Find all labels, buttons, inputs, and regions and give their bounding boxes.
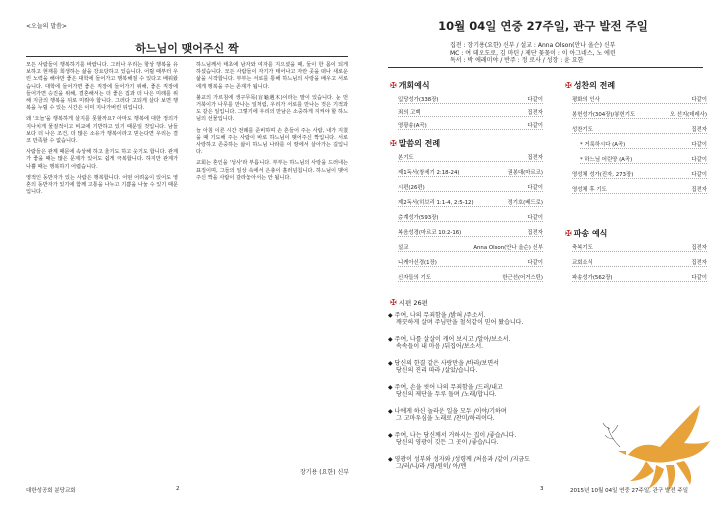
verse-response-line: 그 고마우심을 노래로 /찬미/하리이다. bbox=[396, 415, 495, 422]
order-item-leader: 다같이 bbox=[527, 123, 543, 129]
order-row bbox=[572, 110, 707, 119]
divider bbox=[388, 67, 703, 68]
order-item-leader: 다같이 bbox=[691, 97, 707, 103]
service-meta bbox=[450, 42, 616, 65]
order-item-label: 봉헌성가(304장)/봉헌기도 bbox=[572, 112, 636, 118]
page-number: 3 bbox=[540, 486, 544, 492]
right-page bbox=[360, 0, 720, 508]
verse-response-line: 속속들이 내 마음 /뒤집어/보소서. bbox=[396, 343, 484, 350]
verse-response-line: 당신의 영광이 깃든 그 곳이 /좋습/니다. bbox=[396, 439, 499, 446]
order-item-label: 영성체 후 기도 bbox=[572, 187, 607, 193]
order-item-leader: 집전자 bbox=[691, 260, 707, 266]
order-row bbox=[572, 95, 707, 104]
order-item-label: 파송성가(562장) bbox=[572, 275, 613, 281]
order-item-label: 축복기도 bbox=[572, 245, 593, 251]
psalm-verse bbox=[388, 336, 578, 350]
paragraph: 하느님께서 태초에 남자와 여자를 지으셨을 때, 둘이 한 몸이 되게 하셨습니다. 모든 사람들이 자기가 태어나고 자란 곳을 떠나 새로운 삶을 시작합니다. 부부는 서로를 통해 하느님의 사랑을 배우고 서로에게 행복을 주는 존재가 됩니다. bbox=[196, 62, 348, 90]
order-row bbox=[398, 95, 543, 104]
verse-response-line: 당신의 제단을 두루 돌며 /노래/합니다. bbox=[396, 391, 497, 398]
order-item-leader: 집전자 bbox=[691, 245, 707, 251]
order-row bbox=[398, 108, 543, 117]
order-item-label: 본기도 bbox=[398, 155, 414, 161]
order-row bbox=[572, 243, 707, 252]
order-item-leader: 집전자 bbox=[527, 155, 543, 161]
author: 장기용 (요한) 신부 bbox=[300, 469, 350, 476]
order-item-label: 설교 bbox=[398, 245, 409, 251]
order-item-label: 신자들의 기도 bbox=[398, 275, 431, 281]
order-item-label: 제1독서(창세기 2:18-24) bbox=[398, 170, 460, 176]
order-item-label: 평화의 인사 bbox=[572, 97, 600, 103]
order-item-leader: 다같이 bbox=[527, 260, 543, 266]
sermon-column-2 bbox=[196, 62, 348, 186]
order-row bbox=[398, 213, 543, 222]
cross-icon: ✠ bbox=[390, 81, 397, 90]
verse-leader-line: ◆ 영광이 성부와 성자와 /성령께 /처음과 /같이 /지금도 bbox=[388, 456, 530, 463]
cross-icon: ✠ bbox=[390, 139, 397, 148]
section-dismissal: ✠ 파송 예식 bbox=[565, 229, 608, 238]
order-row bbox=[398, 228, 543, 237]
order-item-label: * 하느님 어린양 (A곡) bbox=[580, 157, 633, 163]
order-item-leader: 집전자 bbox=[691, 187, 707, 193]
cross-icon: ✠ bbox=[565, 81, 572, 90]
sermon-column-1 bbox=[26, 62, 178, 200]
order-row bbox=[398, 121, 543, 130]
psalm-verse bbox=[388, 384, 578, 398]
dove-icon bbox=[600, 385, 720, 495]
footer-date: 2015년 10월 04일 연중 27주일, 관구 발전 주일 bbox=[570, 488, 689, 494]
order-item-leader: 한근선(어거스틴) bbox=[502, 275, 543, 281]
order-item-leader: 집전자 bbox=[691, 127, 707, 133]
order-row bbox=[398, 258, 543, 267]
order-row bbox=[398, 198, 543, 207]
order-item-leader: 정기호(베드로) bbox=[507, 200, 543, 206]
order-item-label: 제2독서(히브리 1:1-4, 2:5-12) bbox=[398, 200, 474, 206]
order-item-label: * 거룩하시다 (A곡) bbox=[580, 142, 626, 148]
order-row bbox=[572, 258, 707, 267]
order-row bbox=[572, 185, 707, 194]
order-item-label: 층계성가(593장) bbox=[398, 215, 439, 221]
section-opening: ✠ 개회예식 bbox=[390, 81, 430, 90]
order-item-label: 복음성경(마르코 10:2-16) bbox=[398, 230, 462, 236]
verse-response-line: 그/러/니/라 /영/원히/ 아/멘 bbox=[396, 463, 467, 470]
order-row bbox=[398, 168, 543, 177]
order-item-leader: 다같이 bbox=[527, 215, 543, 221]
psalm-verse bbox=[388, 360, 578, 374]
order-item-leader: 오 선지(데레사) bbox=[669, 112, 707, 118]
order-item-label: 시편(26편) bbox=[398, 185, 425, 191]
order-row bbox=[398, 153, 543, 162]
meta-line: MC : 여 데오도로, 김 마틴 / 제단 꽃꽂이 : 이 아그네스, 노 에린 bbox=[450, 49, 616, 57]
order-item-label: 영광송(A곡) bbox=[398, 123, 427, 129]
footer-church: 대한성공회 분당교회 bbox=[26, 488, 76, 494]
paragraph: 불교의 가르침에 생구무목(盲龜遇木)이라는 말이 있습니다. 눈 먼 거북이가 나무를 만나는 일처럼, 우리가 서로를 만나는 것은 기적과도 같은 일입니다. 그렇기에 우리의 만남은 소중하게 지켜야 할 하느님의 선물입니다. bbox=[196, 94, 348, 123]
verse-leader-line: ◆ 주여, 나의 무죄함을 /밝혀 /주소서. bbox=[388, 312, 486, 319]
psalm-verse bbox=[388, 432, 578, 446]
order-row bbox=[572, 125, 707, 134]
paragraph: 영적인 동반자가 있는 사람은 행복합니다. 어떤 어려움이 있어도 영혼의 동반자가 있기에 함께 고통을 나누고 기쁨을 나눌 수 있기 때문입니다. bbox=[26, 174, 178, 196]
verse-leader-line: ◆ 당신의 한결 같은 사랑만을 /바라/보면서 bbox=[388, 360, 499, 367]
order-item-leader: 다같이 bbox=[691, 275, 707, 281]
psalm-verse bbox=[388, 408, 578, 422]
order-item-leader: 다같이 bbox=[691, 142, 707, 148]
paragraph: 늘 아침 이른 시간 전례를 준비하며 손 흔들어 주는 사람, 내가 지쳤을 때 기도해 주는 사람이 바로 하느님이 맺어주신 짝입니다. 서로 사랑하고 존중하는 삶이 하느님 나라를 이 땅에서 살아가는 길입니다. bbox=[196, 127, 348, 156]
order-item-label: 영성체 성가(진자, 273장) bbox=[572, 172, 634, 178]
section-tag: <오늘의 말씀> bbox=[26, 23, 67, 30]
order-item-leader: 집전자 bbox=[527, 110, 543, 116]
divider bbox=[26, 56, 348, 57]
verse-leader-line: ◆ 나에게 하신 놀라운 일을 모두 /이야/기하며 bbox=[388, 408, 507, 415]
cross-icon: ✠ bbox=[390, 298, 397, 307]
verse-leader-line: ◆ 주여, 손을 씻어 나의 무죄함을 /드러/내고 bbox=[388, 384, 503, 391]
order-row bbox=[398, 243, 543, 252]
order-item-leader: 다같이 bbox=[691, 157, 707, 163]
psalm-verse bbox=[388, 312, 578, 326]
verse-response-line: 깨끗하게 살며 주님만을 철석같이 믿어 왔습니다. bbox=[396, 319, 524, 326]
service-title: 10월 04일 연중 27주일, 관구 발전 주일 bbox=[438, 19, 648, 33]
order-item-leader: 집전자 bbox=[527, 230, 543, 236]
order-row bbox=[398, 183, 543, 192]
order-item-label: 입당성가(338장) bbox=[398, 97, 439, 103]
order-item-leader: 권봉대(마르코) bbox=[507, 170, 543, 176]
order-item-leader: 다같이 bbox=[527, 185, 543, 191]
verse-response-line: 당신의 진리 따라 /살았/습니다. bbox=[396, 367, 478, 374]
meta-line: 독서 : 박 에레미야 / 반주 : 정 로사 / 성장 : 윤 요한 bbox=[450, 57, 584, 64]
order-item-leader: Anna Olson(안나 올슨) 신부 bbox=[473, 245, 543, 251]
order-item-label: 니케아신경(1장) bbox=[398, 260, 437, 266]
order-row bbox=[572, 170, 707, 179]
order-row bbox=[572, 273, 707, 282]
meta-line: 집전 : 장기용(요한) 신부 / 설교 : Anna Olson(안나 올슨) 신부 bbox=[450, 42, 616, 49]
paragraph: 사람들은 관계 때문에 속상해 하고 울기도 하고 웃기도 합니다. 관계가 좋을 때는 많은 문제가 있어도 쉽게 극복합니다. 하지만 관계가 나쁠 때는 행복하기 어렵습니다. bbox=[26, 149, 178, 170]
psalm-verse bbox=[388, 456, 578, 470]
section-word: ✠ 말씀의 전례 bbox=[390, 139, 441, 148]
verse-leader-line: ◆ 주여, 나는 당신께서 거하시는 집이 /좋습/니다. bbox=[388, 432, 517, 439]
paragraph: 모든 사람들이 행복하기를 바랍니다. 그러나 우리는 항상 행복을 유보하고 현재를 희생하는 삶을 강요당하고 있습니다. 어릴 때부터 우린 노력을 해야만 좋은 대학에 들어가고 행복해질 수 있다고 배워왔습니다. 대학에 들어가면 좋은 직장에 들어가기 위해, 좋은 직장에 들어가면 승진을 위해, 결혼해서는 더 좋은 집과 더 나은 미래를 위해 지금의 행복을 뒤로 미뤄야 합니다. 그러다 고되게 살다 보면 행복을 누릴 수 있는 시간은 이미 지나가버린 뒤입니다. bbox=[26, 62, 178, 112]
section-eucharist: ✠ 성찬의 전례 bbox=[565, 81, 616, 90]
order-row bbox=[398, 273, 543, 282]
order-item-label: 성찬기도 bbox=[572, 127, 593, 133]
order-item-leader: 다같이 bbox=[691, 172, 707, 178]
order-row bbox=[580, 155, 707, 164]
order-item-label: 죄의 고백 bbox=[398, 110, 421, 116]
cross-icon: ✠ bbox=[565, 229, 572, 238]
order-item-leader: 다같이 bbox=[527, 97, 543, 103]
page-number: 2 bbox=[176, 486, 180, 492]
psalm-heading: ✠ 시편 26편 bbox=[390, 298, 428, 307]
verse-leader-line: ◆ 주여, 나를 살살이 캐어 보시고 /알아/보소서. bbox=[388, 336, 511, 343]
paragraph: 왜 '오늘'을 행복하게 살지를 못할까요? 아마도 행복에 대한 정의가 지나치게 물질적이고 비교에 기반하고 있기 때문일 것입니다. 남들보다 더 나은 조건, 더 많은 소유가 행복이라고 믿는다면 우리는 결코 만족할 수 없습니다. bbox=[26, 116, 178, 145]
page-title: 하느님이 맺어주신 짝 bbox=[135, 42, 239, 55]
order-item-label: 교회소식 bbox=[572, 260, 593, 266]
order-row bbox=[580, 140, 707, 149]
paragraph: 교회는 혼인을 '성사'라 부릅니다. 부부는 하느님의 사랑을 드러내는 표징이며, 그들의 일상 속에서 은총이 흘러넘칩니다. 하느님이 맺어주신 짝을 사람이 갈라놓아서는 안 됩니다. bbox=[196, 160, 348, 181]
